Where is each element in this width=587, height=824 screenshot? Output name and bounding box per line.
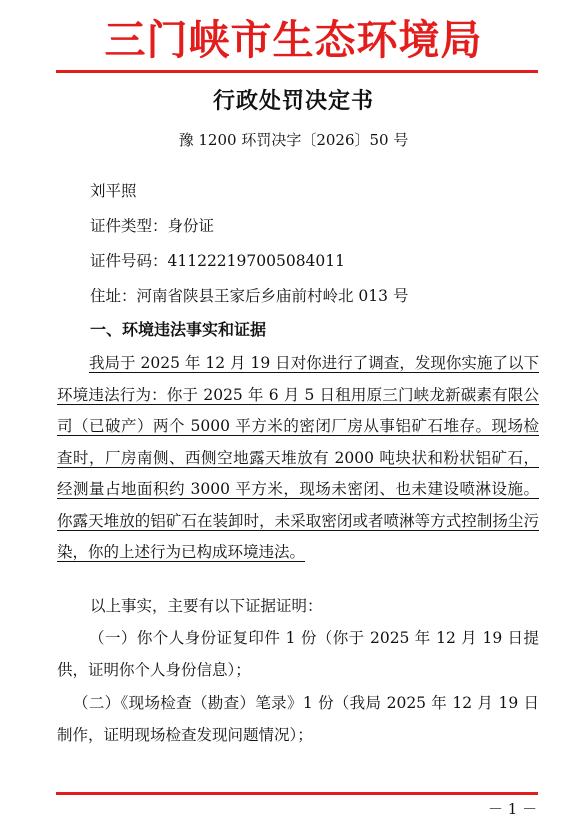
evidence-item-2: （二）《现场检查（勘查）笔录》1 份（我局 2025 年 12 月 19 日制作，证明现场检查发现问题情况）； bbox=[57, 694, 539, 744]
evidence-item-1: （一）你个人身份证复印件 1 份（你于 2025 年 12 月 19 日提供，证明你个人身份信息）； bbox=[57, 629, 539, 679]
fact-paragraph: 我局于 2025 年 12 月 19 日对你进行了调查，发现你实施了以下环境违法行为：你于 2025 年 6 月 5 日租用原三门峡龙新碳素有限公司（已破产）两个 5000 平方米的密闭厂房从事铝矿石堆存。现场检查时，厂房南侧、西侧空地露天堆放有 2000 吨块状和粉状铝矿石，经测量占地面积约 3000 平方米，现场未密闭、也未建设喷淋设施。你露天堆放的铝矿石在装卸时，未采取密闭或者喷淋等方式控制扬尘污染，你的上述行为已构成环境违法。 bbox=[57, 354, 539, 561]
page-number: － 1 － bbox=[488, 800, 538, 818]
document-title: 行政处罚决定书 bbox=[212, 88, 374, 114]
section-heading: 一、环境违法事实和证据 bbox=[90, 320, 267, 339]
header-red-rule bbox=[56, 70, 538, 73]
party-id-type: 证件类型：身份证 bbox=[90, 217, 215, 235]
party-name: 刘平照 bbox=[90, 182, 137, 200]
footer-red-rule bbox=[56, 792, 538, 795]
evidence-intro: 以上事实，主要有以下证据证明： bbox=[90, 597, 323, 615]
agency-name: 三门峡市生态环境局 bbox=[104, 16, 483, 64]
party-address: 住址：河南省陕县王家后乡庙前村岭北 013 号 bbox=[90, 287, 409, 305]
party-id-number: 证件号码：411222197005084011 bbox=[90, 252, 346, 270]
document-number: 豫 1200 环罚决字〔2026〕50 号 bbox=[178, 131, 409, 149]
